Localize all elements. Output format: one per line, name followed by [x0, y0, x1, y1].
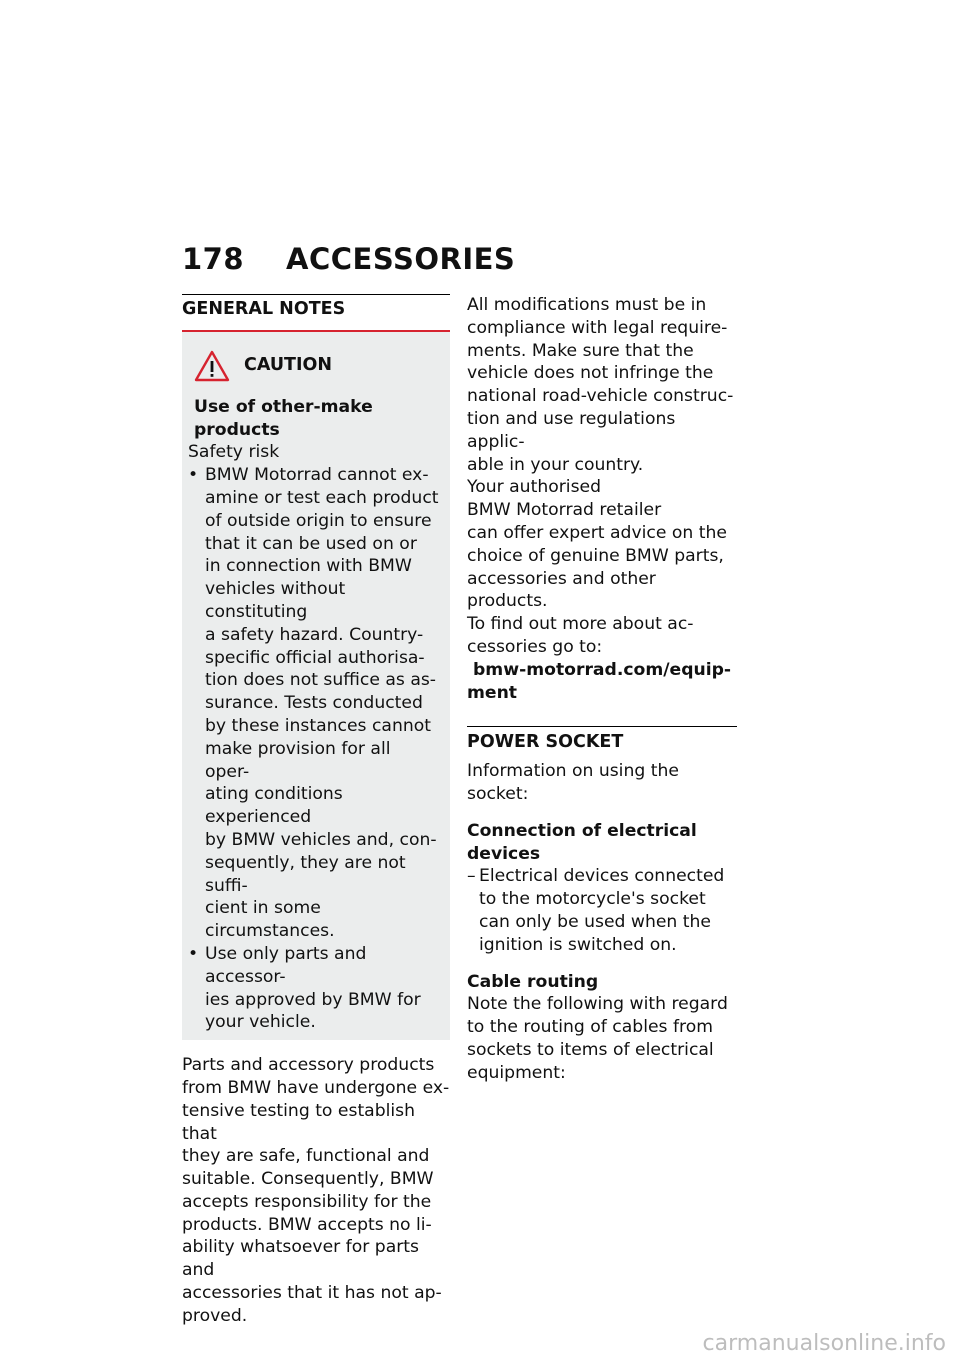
text-line: to the routing of cables from [467, 1017, 713, 1038]
accessories-link[interactable] [467, 659, 737, 705]
warning-triangle-icon [194, 350, 230, 382]
watermark: carmanualsonline.info [702, 1331, 946, 1356]
text-line: amine or test each product [205, 487, 439, 508]
text-line: BMW Motorrad retailer [467, 500, 662, 521]
text-line: national road-vehicle construc- [467, 386, 734, 407]
list-item [467, 865, 737, 956]
text-line: from BMW have undergone ex- [182, 1077, 450, 1098]
text-line: ies approved by BMW for [205, 989, 421, 1010]
list-item [188, 943, 440, 1034]
cable-routing-title: Cable routing [467, 971, 599, 992]
text-line: accessories and other products. [467, 568, 656, 612]
section-title-general-notes: GENERAL NOTES [182, 294, 450, 332]
text-line: that it can be used on or [205, 533, 417, 554]
power-socket-intro [467, 760, 737, 806]
text-line: socket: [467, 783, 529, 804]
text-line: All modifications must be in [467, 295, 707, 315]
link-text-line[interactable]: ment [467, 682, 518, 703]
text-line: equipment: [467, 1062, 566, 1083]
caution-bullet-list [188, 464, 440, 1034]
text-line: to the motorcycle's socket [479, 889, 706, 910]
text-line: ating conditions experienced [205, 784, 343, 828]
text-line: by BMW vehicles and, con- [205, 829, 437, 850]
dash-icon: – [467, 866, 476, 887]
text-line: able in your country. [467, 454, 644, 475]
text-line: cessories go to: [467, 636, 603, 657]
caution-title: Use of other-make products [194, 396, 373, 440]
cable-routing-text [467, 993, 737, 1084]
text-line: can only be used when the [479, 911, 711, 932]
left-column [182, 294, 450, 1328]
text-line: Your authorised [467, 477, 602, 498]
text-line: Connection of electrical [467, 820, 697, 841]
text-line: tensive testing to establish that [182, 1100, 416, 1144]
caution-subtitle: Safety risk [188, 442, 280, 463]
text-line: Use only parts and accessor- [205, 943, 367, 987]
text-line: specific official authorisa- [205, 647, 425, 668]
right-column [467, 294, 737, 1085]
text-line: make provision for all oper- [205, 738, 391, 782]
caution-label: CAUTION [244, 355, 333, 376]
text-line: accessories that it has not ap- [182, 1283, 442, 1304]
text-line: Note the following with regard [467, 994, 728, 1015]
text-line: proved. [182, 1305, 248, 1326]
retailer-paragraph [467, 476, 737, 658]
text-line: ments. Make sure that the [467, 340, 694, 361]
text-line: sockets to items of electrical [467, 1039, 714, 1060]
caution-box [182, 332, 450, 1040]
text-line: suitable. Consequently, BMW [182, 1169, 434, 1190]
text-line: ignition is switched on. [479, 934, 677, 955]
connection-title [467, 820, 737, 866]
text-line: vehicle does not infringe the [467, 363, 714, 384]
caution-header [194, 350, 440, 382]
page-header [182, 242, 515, 276]
chapter-title: ACCESSORIES [286, 242, 516, 276]
text-line: your vehicle. [205, 1012, 316, 1033]
general-notes-paragraph [182, 1054, 450, 1328]
text-line: sequently, they are not suffi- [205, 852, 406, 896]
text-line: a safety hazard. Country- [205, 624, 424, 645]
section-title-power-socket: POWER SOCKET [467, 726, 737, 754]
text-line: by these instances cannot [205, 715, 431, 736]
link-text-line[interactable]: bmw-motorrad.com/equip- [473, 659, 732, 680]
text-line: BMW Motorrad cannot ex- [205, 465, 429, 486]
text-line: vehicles without constituting [205, 579, 346, 622]
modifications-paragraph [467, 294, 737, 476]
text-line: tion and use regulations applic- [467, 408, 676, 452]
list-item [188, 464, 440, 943]
text-line: they are safe, functional and [182, 1146, 430, 1167]
text-line: compliance with legal require- [467, 317, 728, 338]
text-line: surance. Tests conducted [205, 693, 423, 714]
text-line: To find out more about ac- [467, 614, 694, 635]
bullet-icon: • [188, 943, 199, 964]
text-line: tion does not suffice as as- [205, 670, 437, 691]
page-number: 178 [182, 242, 245, 276]
bullet-icon: • [188, 465, 199, 486]
text-line: Electrical devices connected [479, 866, 725, 887]
text-line: Information on using the [467, 761, 679, 782]
text-line: of outside origin to ensure [205, 510, 432, 531]
text-line: devices [467, 843, 541, 864]
text-line: Parts and accessory products [182, 1055, 435, 1076]
text-line: cient in some circumstances. [205, 898, 335, 942]
text-line: choice of genuine BMW parts, [467, 545, 724, 566]
text-line: can offer expert advice on the [467, 522, 727, 543]
text-line: in connection with BMW [205, 556, 412, 577]
text-line: ability whatsoever for parts and [182, 1237, 419, 1281]
connection-dash-list [467, 865, 737, 956]
text-line: products. BMW accepts no li- [182, 1214, 432, 1235]
text-line: accepts responsibility for the [182, 1191, 432, 1212]
